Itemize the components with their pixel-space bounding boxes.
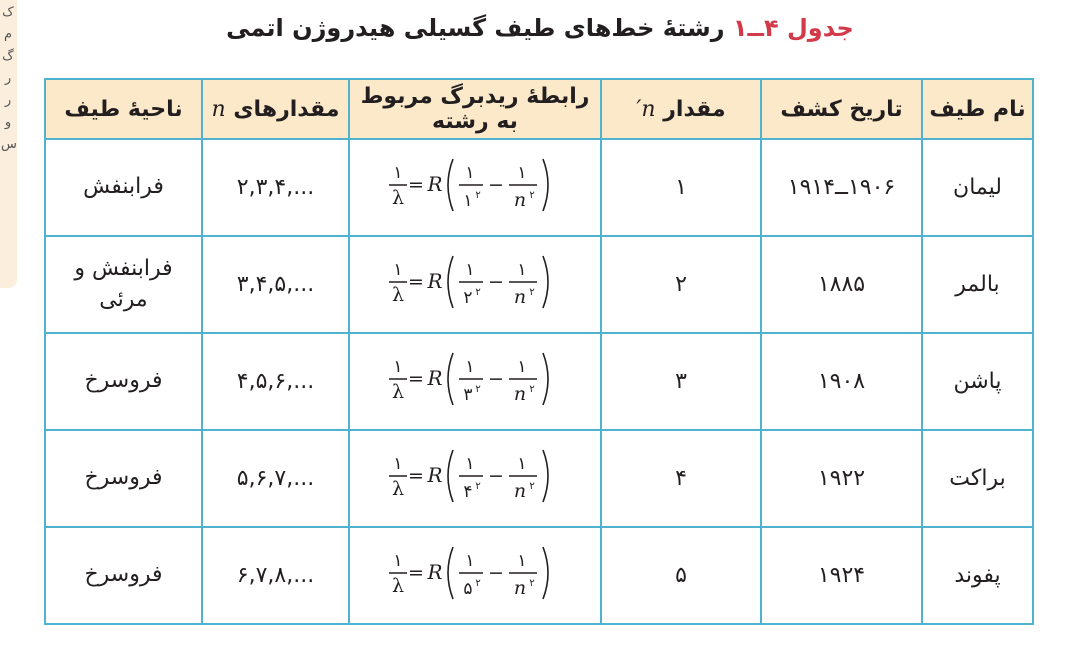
cell-spectral-region: فرابنفش و مرئی <box>45 236 202 333</box>
formula-n-exponent: ۲ <box>529 383 535 395</box>
cell-series-name: پفوند <box>922 527 1033 624</box>
formula-lhs-numerator: ۱ <box>393 162 403 183</box>
cell-discovery-date: ۱۹۰۸ <box>761 333 922 430</box>
header-nprime-symbol: n′ <box>636 96 656 122</box>
cell-n-values: ۴,۵,۶,... <box>202 333 349 430</box>
formula-lambda: λ <box>391 186 405 209</box>
header-discovery-date: تاریخ کشف <box>761 79 922 139</box>
formula-left-paren <box>448 353 453 405</box>
formula-n-variable: n <box>513 382 527 405</box>
formula-base-number: ۴ <box>463 481 473 502</box>
cell-nprime: ۲ <box>601 236 761 333</box>
cell-n-values: ۲,۳,۴,... <box>202 139 349 236</box>
cell-nprime: ۵ <box>601 527 761 624</box>
formula-rydberg-constant: R <box>427 268 443 293</box>
formula-rydberg-constant: R <box>427 171 443 196</box>
formula-equals: = <box>408 173 424 196</box>
formula-right-paren <box>543 450 548 502</box>
margin-glyph: ک <box>2 5 14 20</box>
margin-glyph: و <box>4 115 12 130</box>
formula-second-numerator: ۱ <box>517 550 527 571</box>
cell-series-name: پاشن <box>922 333 1033 430</box>
header-n-values <box>202 79 349 139</box>
rydberg-formula <box>385 153 565 217</box>
cell-discovery-date: ۱۹۲۴ <box>761 527 922 624</box>
formula-minus: − <box>488 561 504 584</box>
formula-n-variable: n <box>513 576 527 599</box>
cell-n-values: ۳,۴,۵,... <box>202 236 349 333</box>
cell-discovery-date: ۱۹۲۲ <box>761 430 922 527</box>
cell-spectral-region: فروسرخ <box>45 430 202 527</box>
rydberg-formula <box>385 250 565 314</box>
header-series-name: نام طیف <box>922 79 1033 139</box>
formula-minus: − <box>488 367 504 390</box>
cell-rydberg-formula <box>349 527 601 624</box>
formula-left-paren <box>448 256 453 308</box>
header-n-prefix: مقدارهای <box>233 96 340 122</box>
formula-lhs-numerator: ۱ <box>393 453 403 474</box>
cell-rydberg-formula <box>349 139 601 236</box>
formula-base-exponent: ۲ <box>475 189 481 201</box>
spectral-series-table <box>44 78 1034 625</box>
rydberg-formula <box>385 541 565 605</box>
formula-minus: − <box>488 464 504 487</box>
margin-glyph: ر <box>4 71 12 86</box>
formula-first-numerator: ۱ <box>465 453 475 474</box>
formula-left-paren <box>448 547 453 599</box>
cell-spectral-region: فروسرخ <box>45 333 202 430</box>
formula-rydberg-constant: R <box>427 559 443 584</box>
formula-n-variable: n <box>513 479 527 502</box>
formula-base-exponent: ۲ <box>475 577 481 589</box>
header-nprime-prefix: مقدار <box>663 96 726 122</box>
formula-first-numerator: ۱ <box>465 162 475 183</box>
cell-discovery-date: ۱۸۸۵ <box>761 236 922 333</box>
formula-n-exponent: ۲ <box>529 286 535 298</box>
formula-lhs-numerator: ۱ <box>393 356 403 377</box>
cell-nprime: ۱ <box>601 139 761 236</box>
cell-n-values: ۶,۷,۸,... <box>202 527 349 624</box>
cell-rydberg-formula <box>349 430 601 527</box>
formula-n-exponent: ۲ <box>529 480 535 492</box>
formula-equals: = <box>408 367 424 390</box>
table-caption <box>0 14 1080 42</box>
formula-base-number: ۱ <box>463 190 473 211</box>
rydberg-formula-graphic <box>385 153 565 217</box>
formula-lambda: λ <box>391 477 405 500</box>
side-margin-tab <box>0 0 17 288</box>
header-spectral-region: ناحیهٔ طیف <box>45 79 202 139</box>
header-n-symbol: n <box>211 96 226 122</box>
margin-glyph: س <box>1 137 17 152</box>
formula-rydberg-constant: R <box>427 365 443 390</box>
cell-rydberg-formula <box>349 236 601 333</box>
formula-minus: − <box>488 173 504 196</box>
formula-lambda: λ <box>391 574 405 597</box>
table-row <box>45 333 1033 430</box>
formula-right-paren <box>543 256 548 308</box>
header-rydberg-formula: رابطهٔ ریدبرگ مربوط به رشته <box>349 79 601 139</box>
formula-lhs-numerator: ۱ <box>393 550 403 571</box>
formula-base-exponent: ۲ <box>475 480 481 492</box>
formula-left-paren <box>448 159 453 211</box>
rydberg-formula-graphic <box>385 250 565 314</box>
cell-discovery-date: ۱۹۰۶ــ۱۹۱۴ <box>761 139 922 236</box>
formula-second-numerator: ۱ <box>517 259 527 280</box>
formula-first-numerator: ۱ <box>465 259 475 280</box>
rydberg-formula-graphic <box>385 541 565 605</box>
formula-base-exponent: ۲ <box>475 286 481 298</box>
cell-rydberg-formula <box>349 333 601 430</box>
formula-second-numerator: ۱ <box>517 356 527 377</box>
formula-left-paren <box>448 450 453 502</box>
rydberg-formula <box>385 444 565 508</box>
cell-spectral-region: فرابنفش <box>45 139 202 236</box>
margin-glyph: ر <box>4 93 12 108</box>
table-row <box>45 236 1033 333</box>
table-row <box>45 430 1033 527</box>
cell-series-name: بالمر <box>922 236 1033 333</box>
formula-lambda: λ <box>391 380 405 403</box>
rydberg-formula <box>385 347 565 411</box>
cell-nprime: ۴ <box>601 430 761 527</box>
formula-right-paren <box>543 159 548 211</box>
cell-series-name: لیمان <box>922 139 1033 236</box>
formula-first-numerator: ۱ <box>465 550 475 571</box>
rydberg-formula-graphic <box>385 347 565 411</box>
table-header-row <box>45 79 1033 139</box>
formula-n-variable: n <box>513 285 527 308</box>
formula-lhs-numerator: ۱ <box>393 259 403 280</box>
cell-nprime: ۳ <box>601 333 761 430</box>
caption-label: جدول ۴ــ۱ <box>732 14 854 42</box>
header-nprime <box>601 79 761 139</box>
formula-base-number: ۳ <box>463 384 473 405</box>
margin-glyph: گ <box>2 49 14 64</box>
formula-lambda: λ <box>391 283 405 306</box>
formula-second-numerator: ۱ <box>517 453 527 474</box>
cell-series-name: براکت <box>922 430 1033 527</box>
rydberg-formula-graphic <box>385 444 565 508</box>
formula-equals: = <box>408 270 424 293</box>
formula-first-numerator: ۱ <box>465 356 475 377</box>
table-row <box>45 139 1033 236</box>
formula-second-numerator: ۱ <box>517 162 527 183</box>
formula-n-variable: n <box>513 188 527 211</box>
cell-spectral-region: فروسرخ <box>45 527 202 624</box>
table-row <box>45 527 1033 624</box>
margin-glyph: م <box>3 27 13 42</box>
formula-minus: − <box>488 270 504 293</box>
formula-base-exponent: ۲ <box>475 383 481 395</box>
formula-base-number: ۲ <box>463 287 473 308</box>
formula-equals: = <box>408 464 424 487</box>
formula-right-paren <box>543 353 548 405</box>
cell-n-values: ۵,۶,۷,... <box>202 430 349 527</box>
formula-rydberg-constant: R <box>427 462 443 487</box>
formula-base-number: ۵ <box>463 578 473 599</box>
formula-equals: = <box>408 561 424 584</box>
formula-n-exponent: ۲ <box>529 189 535 201</box>
formula-n-exponent: ۲ <box>529 577 535 589</box>
formula-right-paren <box>543 547 548 599</box>
caption-title: رشتهٔ خط‌های طیف گسیلی هیدروژن اتمی <box>226 14 725 42</box>
